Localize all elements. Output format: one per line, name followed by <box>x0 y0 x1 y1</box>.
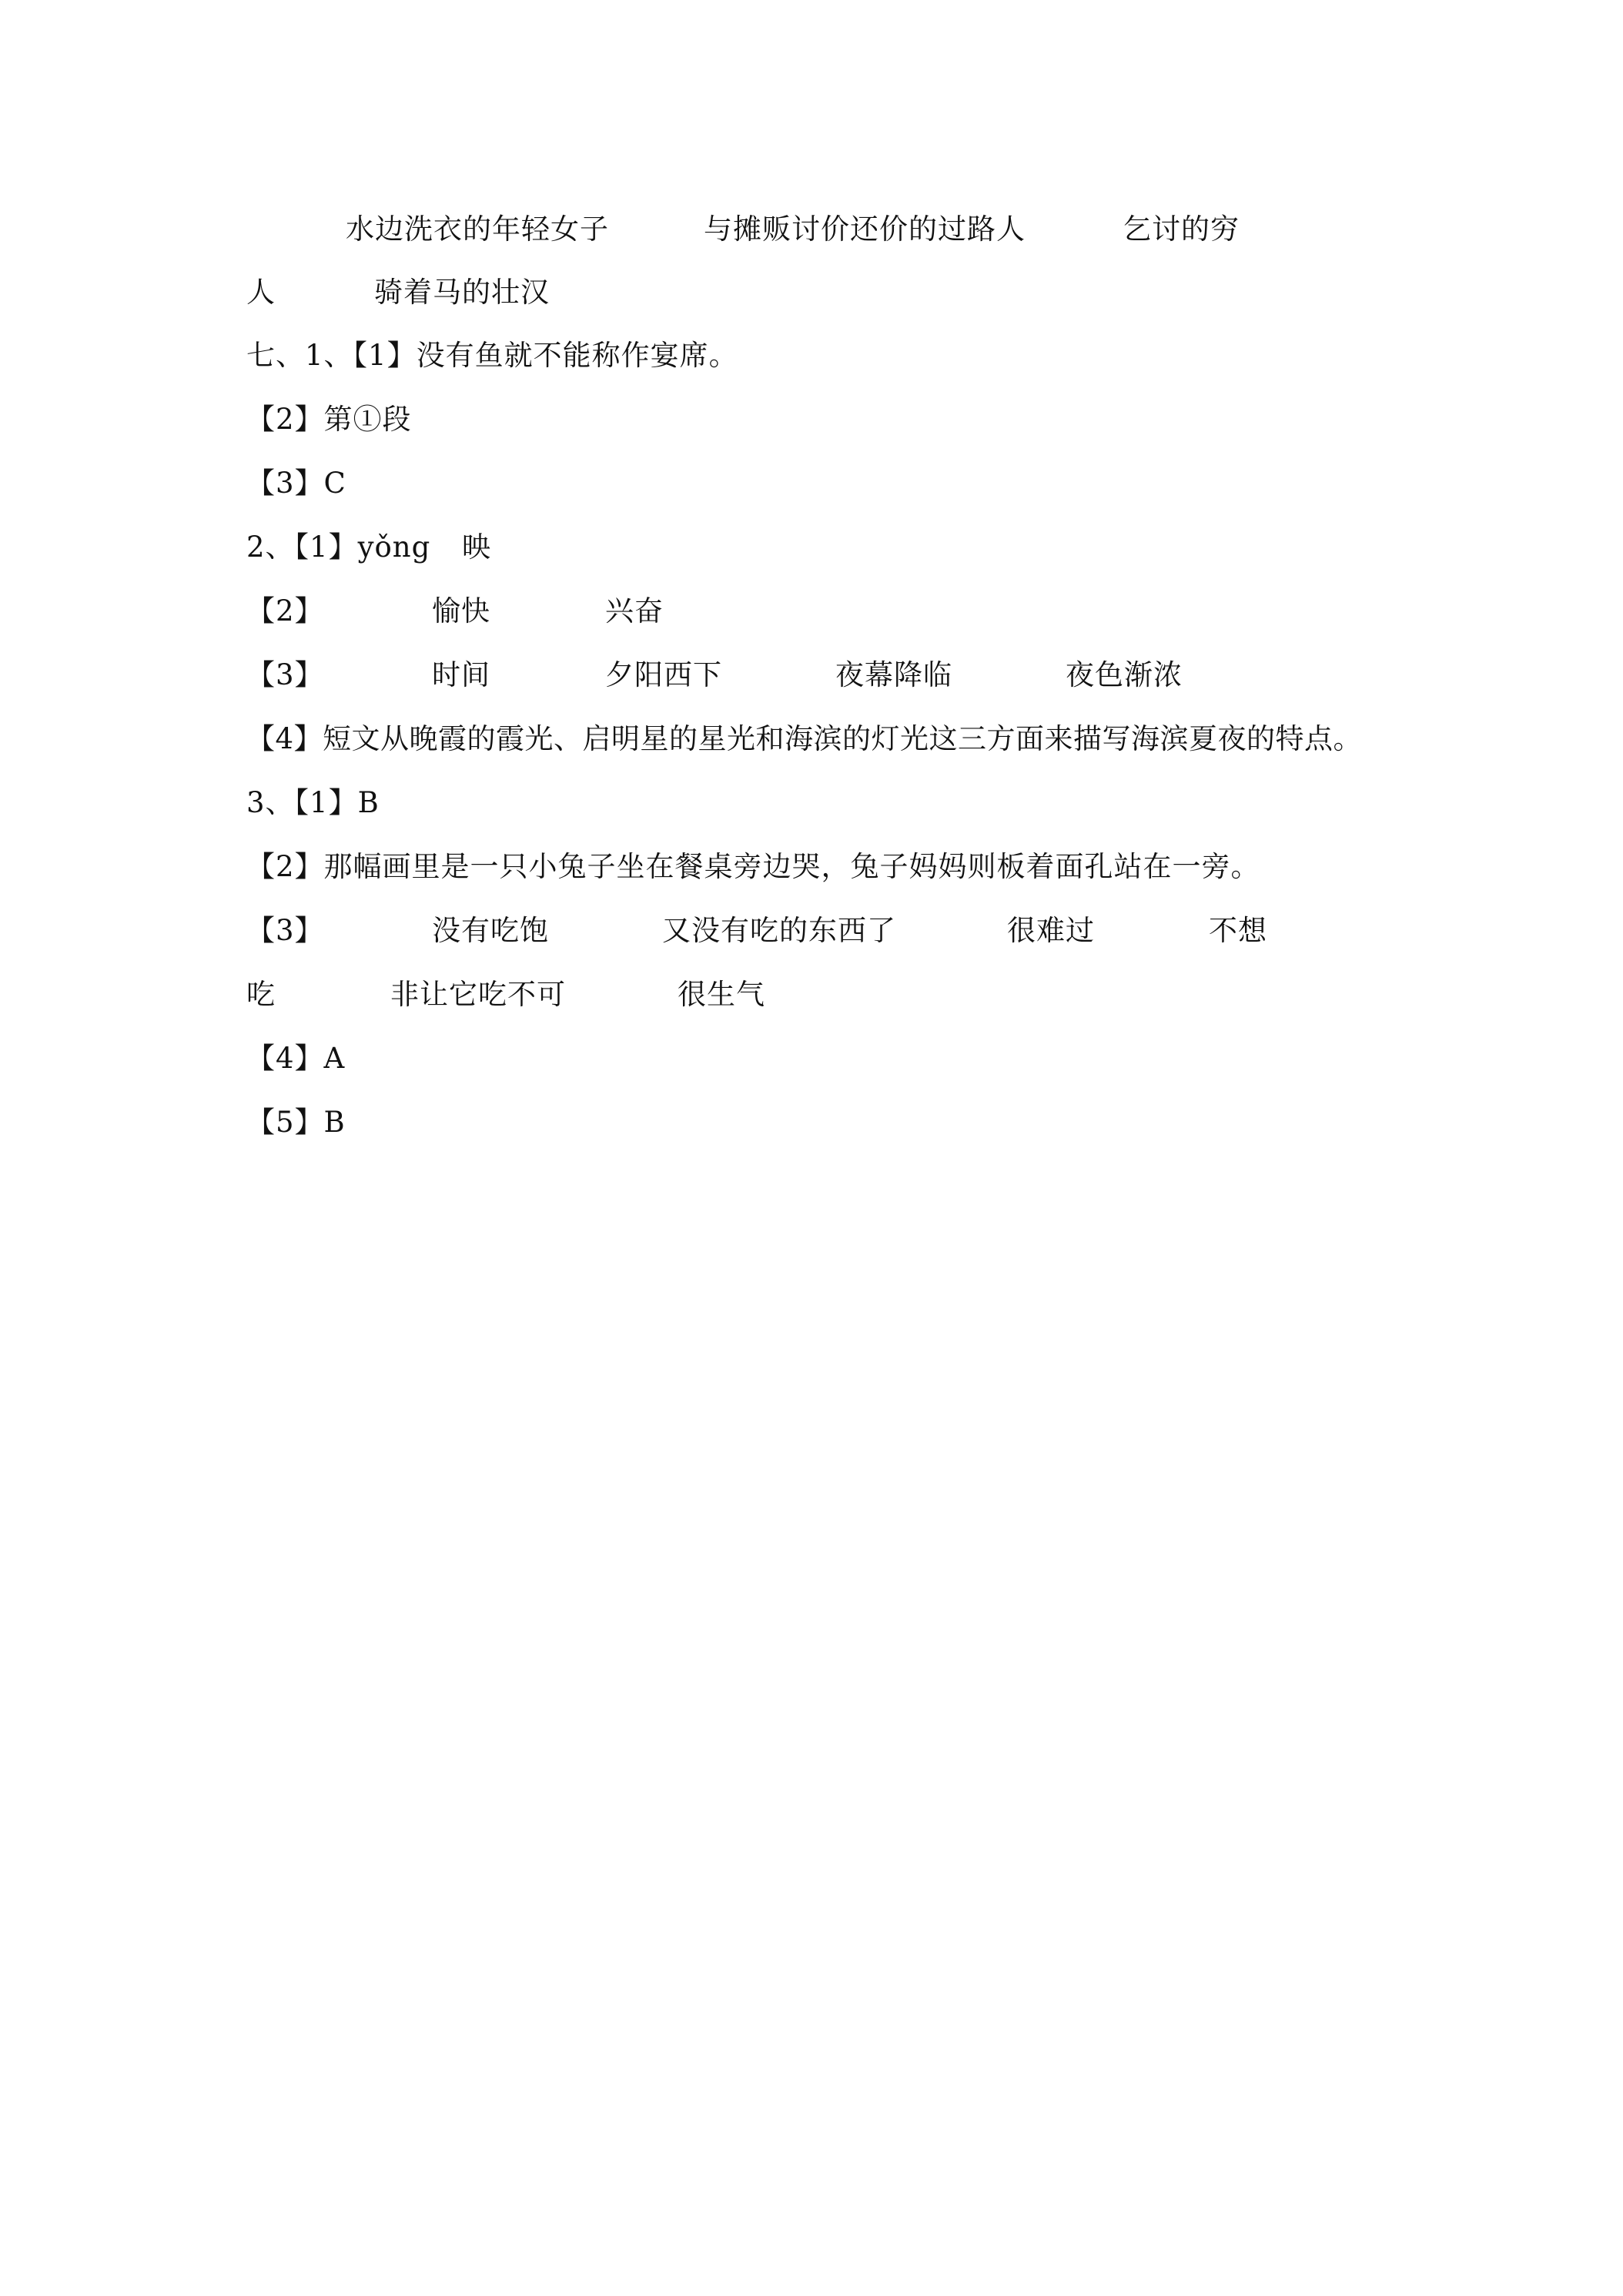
answer-line-15: 【5】B <box>246 1106 346 1139</box>
answer-line-3: 七、1、【1】没有鱼就不能称作宴席。 <box>246 339 738 372</box>
answer-line-14: 【4】A <box>246 1042 346 1075</box>
text-segment: 夜色渐浓 <box>1066 658 1183 691</box>
answer-line-11: 【2】那幅画里是一只小兔子坐在餐桌旁边哭，兔子妈妈则板着面孔站在一旁。 <box>246 850 1260 883</box>
answer-line-9: 【4】短文从晚霞的霞光、启明星的星光和海滨的灯光这三方面来描写海滨夏夜的特点。 <box>246 722 1363 755</box>
text-segment: 不想 <box>1209 914 1267 947</box>
text-segment: 愉快 <box>432 594 490 628</box>
text-segment: 又没有吃的东西了 <box>662 914 896 947</box>
text-segment: 映 <box>462 530 491 564</box>
answer-line-4: 【2】第①段 <box>246 403 412 436</box>
text-segment: 2、【1】yǒng <box>246 530 431 564</box>
text-segment: 夜幕降临 <box>835 658 952 691</box>
text-segment: 吃 <box>246 978 276 1011</box>
text-segment: 【2】 <box>246 594 324 628</box>
text-segment: 非让它吃不可 <box>390 978 566 1011</box>
text-segment: 兴奋 <box>605 594 664 628</box>
text-segment: 没有吃饱 <box>432 914 549 947</box>
text-segment: 夕阳西下 <box>605 658 722 691</box>
text-segment: 【3】 <box>246 914 324 947</box>
text-segment: 很生气 <box>678 978 765 1011</box>
text-segment: 人 <box>246 276 276 309</box>
answer-line-10: 3、【1】B <box>246 786 380 819</box>
answer-line-5: 【3】C <box>246 467 346 500</box>
text-segment: 乞讨的穷 <box>1123 213 1240 246</box>
text-segment: 时间 <box>432 658 490 691</box>
text-segment: 水边洗衣的年轻女子 <box>346 213 609 246</box>
text-segment: 很难过 <box>1007 914 1095 947</box>
text-segment: 骑着马的壮汉 <box>374 276 550 309</box>
text-segment: 与摊贩讨价还价的过路人 <box>704 213 1026 246</box>
text-segment: 【3】 <box>246 658 324 691</box>
